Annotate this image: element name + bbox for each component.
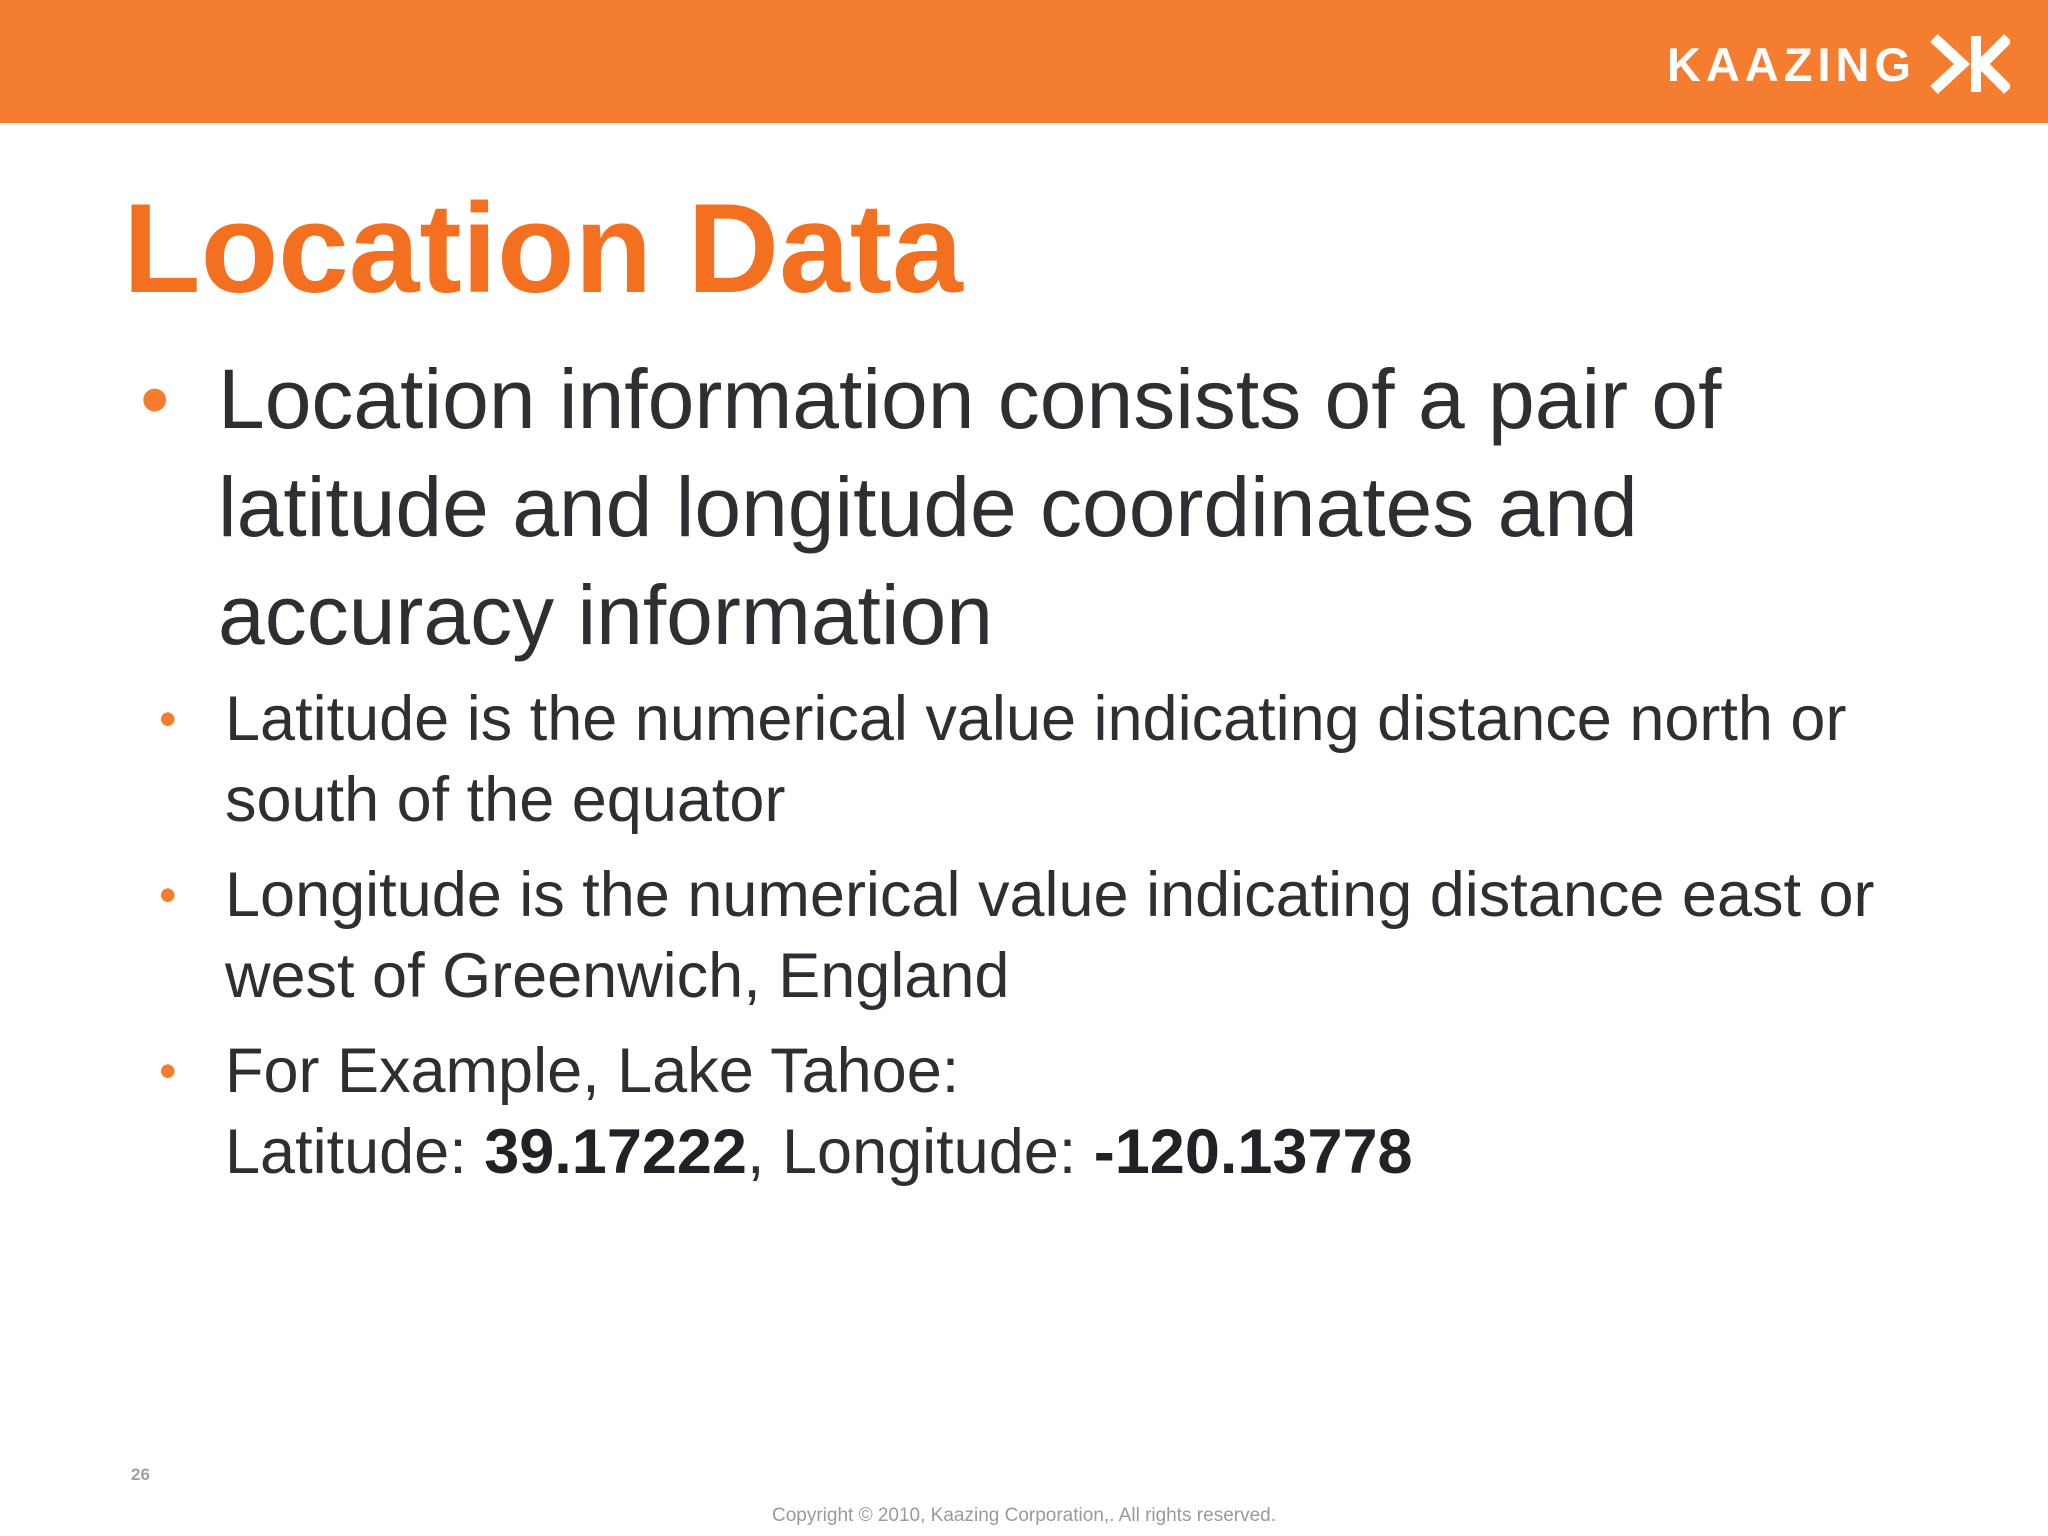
sub-bullet-latitude	[159, 679, 1940, 841]
sub-bullet-text: Latitude is the numerical value indicating distance north or south of the equator	[225, 684, 1847, 835]
sub-bullet-example	[159, 1031, 1940, 1193]
main-bullet	[140, 345, 1940, 669]
bullet-marker: •	[159, 691, 177, 747]
main-bullet-text: Location information consists of a pair of latitude and longitude coordinates and accuracy information	[218, 352, 1722, 662]
bullet-marker: •	[159, 1043, 177, 1099]
bullet-marker: •	[140, 352, 170, 446]
bullet-marker: •	[159, 867, 177, 923]
page-number: 26	[131, 1465, 150, 1484]
kaazing-k-mark-icon	[1928, 32, 2010, 96]
longitude-label: Longitude:	[782, 1117, 1094, 1187]
sub-bullet-longitude	[159, 855, 1940, 1017]
header-bar	[0, 0, 2048, 123]
copyright-notice: Copyright © 2010, Kaazing Corporation,. All rights reserved.	[771, 1505, 1277, 1526]
sub-bullet-text: Longitude is the numerical value indicating distance east or west of Greenwich, England	[225, 860, 1875, 1011]
example-heading: For Example, Lake Tahoe:	[225, 1036, 960, 1106]
kaazing-logo	[1667, 32, 2010, 96]
sub-bullet-list	[140, 679, 1940, 1193]
coordinate-separator: ,	[746, 1117, 782, 1187]
slide-title: Location Data	[123, 177, 963, 319]
bullet-list	[140, 345, 1940, 1193]
latitude-value: 39.17222	[484, 1117, 747, 1187]
logo-wordmark: KAAZING	[1666, 37, 1916, 91]
latitude-label: Latitude:	[225, 1117, 485, 1187]
longitude-value: -120.13778	[1093, 1117, 1413, 1187]
